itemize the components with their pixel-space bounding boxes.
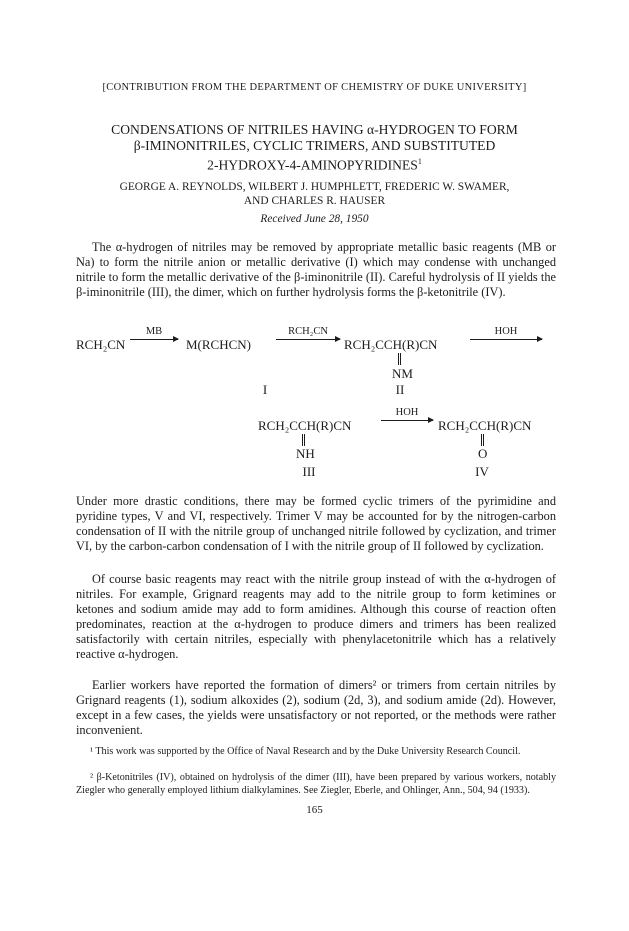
scheme-r1-start: RCH₂CN (76, 337, 126, 352)
title-line-2: β-IMINONITRILES, CYCLIC TRIMERS, AND SUBSTITUTED (133, 138, 496, 153)
scheme-arrow-2-label: RCH₂CN (288, 326, 328, 337)
double-bond-iii (302, 434, 305, 446)
label-II: II (395, 382, 405, 397)
scheme-r2-start: RCH₂CCH(R)CN (258, 418, 352, 433)
label-IV: IV (475, 464, 489, 479)
title-line-3: 2-HYDROXY-4-AMINOPYRIDINES$^1$ (207, 157, 422, 173)
article-title (60, 122, 569, 174)
scheme-r2-sub-left: NH (296, 446, 315, 461)
label-I: I (262, 382, 268, 397)
intro-paragraph: The α-hydrogen of nitriles may be removed by appropriate metallic basic reagents (MB or Na) to form the nitrile anion or metallic derivative (I) which may condense with unchanged nitrile to form the metallic derivative of the β-iminonitrile (II). Careful hydrolysis of II yields the β-iminonitrile (III), the dimer, which on further hydrolysis forms the β-ketonitrile (IV). (76, 240, 556, 300)
double-bond-ii (398, 353, 401, 365)
page-header: [CONTRIBUTION FROM THE DEPARTMENT OF CHEMISTRY OF DUKE UNIVERSITY] (102, 82, 527, 93)
label-III: III (302, 464, 316, 479)
scheme-arrow-1-label: MB (145, 326, 163, 337)
scheme-r1-mid: M(RCHCN) (186, 337, 252, 352)
title-footnote-mark: 1 (417, 157, 422, 166)
body-paragraph-1: Under more drastic conditions, there may be formed cyclic trimers of the pyrimidine and pyridine types, V and VI, respectively. Trimer V may be accounted for by the nitrogen-carbon condensation of II with the nitrile group of unchanged nitrile followed by cyclization, and trimer VI, by the carbon-carbon condensation of I with the nitrile group of II followed by cyclization. (76, 494, 556, 554)
scheme-arrow-4-label: HOH (395, 407, 419, 418)
scheme-r1-sub: NM (392, 366, 413, 381)
page-number: 165 (306, 804, 323, 816)
footnote-2: ² β-Ketonitriles (IV), obtained on hydrolysis of the dimer (III), have been prepared by various workers, notably Ziegler who generally employed lithium dialkylamines. See Ziegler, Eberle, and Ohlinger, Ann., 504, 94 (1933). (76, 772, 556, 796)
scheme-arrow-3-label: HOH (494, 326, 518, 337)
scheme-arrow-1 (130, 326, 178, 340)
body-paragraph-3: Earlier workers have reported the formation of dimers² or trimers from certain nitriles by Grignard reagents (1), sodium alkoxides (2), sodium (2d, 3), and sodium amide (2d). However, except in a few cases, the yields were unsatisfactory or not reported, or the methods were rather inconvenient. (76, 678, 556, 738)
footnote-1: ¹ This work was supported by the Office of Naval Research and by the Duke University Research Council. (90, 746, 521, 757)
scheme-arrow-3 (470, 326, 542, 340)
received-date: Received June 28, 1950 (260, 213, 369, 225)
scheme-r2-product: RCH₂CCH(R)CN (438, 418, 532, 433)
author-list (70, 180, 559, 208)
scheme-arrow-2 (276, 326, 340, 340)
double-bond-iv (481, 434, 484, 446)
body-paragraph-2: Of course basic reagents may react with the nitrile group instead of with the α-hydrogen of nitriles. For example, Grignard reagents may add to the nitrile group to form ketimines or ketones and sodium amide may add to form amidines. Although this course of reaction often predominates, reaction at the α-hydrogen to produce dimers and trimers has been realized satisfactorily with certain nitriles, especially with phenylacetonitrile which has a relatively reactive α-hydrogen. (76, 572, 556, 662)
scheme-r2-sub-right: O (478, 446, 488, 461)
scheme-r1-product: RCH₂CCH(R)CN (344, 337, 438, 352)
title-line-1: CONDENSATIONS OF NITRILES HAVING α-HYDROGEN TO FORM (111, 122, 518, 137)
scheme-arrow-4 (381, 407, 433, 421)
authors-line-2: AND CHARLES R. HAUSER (243, 195, 386, 207)
authors-line-1: GEORGE A. REYNOLDS, WILBERT J. HUMPHLETT, FREDERIC W. SWAMER, (119, 181, 510, 193)
